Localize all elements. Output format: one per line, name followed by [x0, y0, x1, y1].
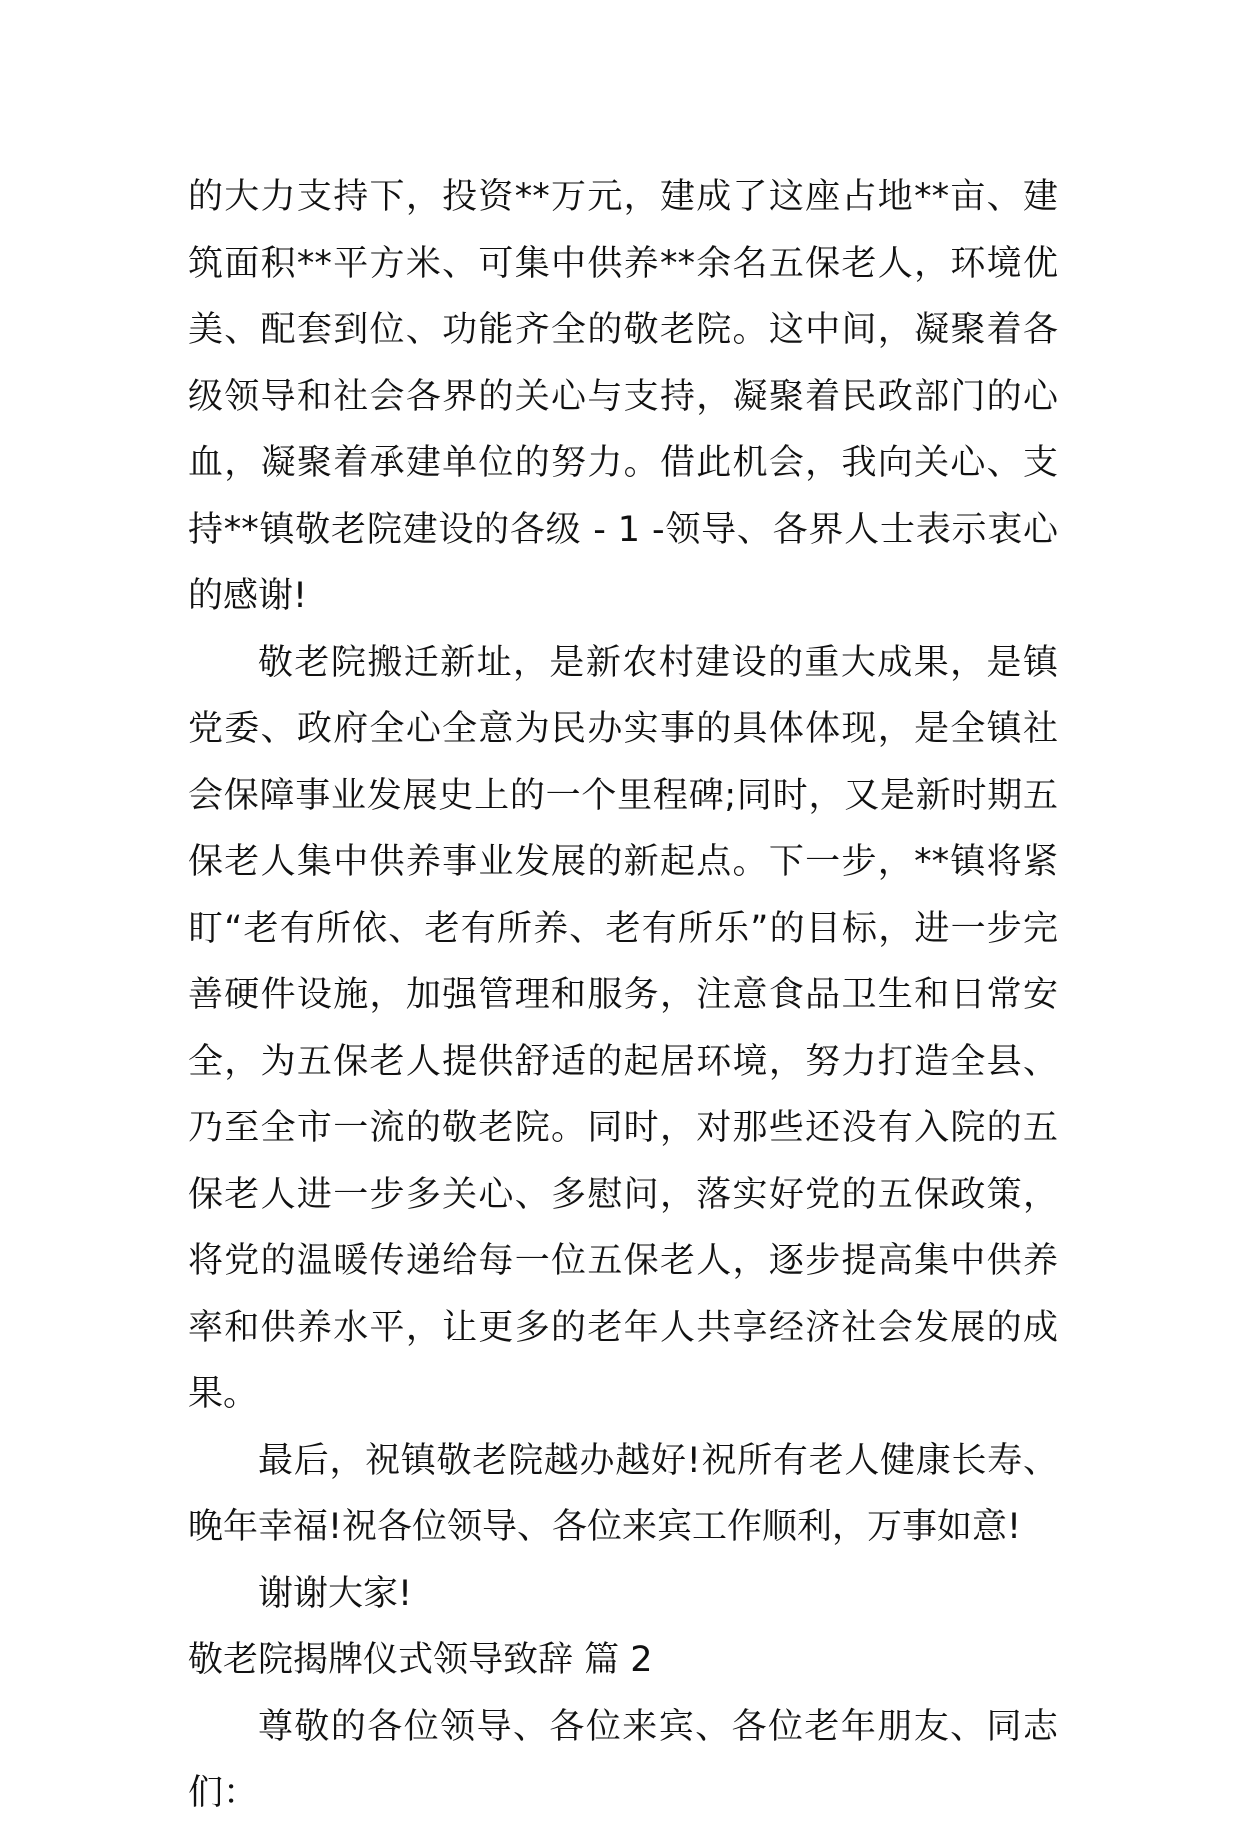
- paragraph-thanks: 谢谢大家!: [258, 1573, 413, 1614]
- section-heading: 敬老院揭牌仪式领导致辞 篇 2: [188, 1640, 653, 1680]
- paragraph-relocation: 敬老院搬迁新址，是新农村建设的重大成果，是镇党委、政府全心全意为民办实事的具体体现，是全镇社会保障事业发展史上的一个里程碑;同时，又是新时期五保老人集中供养事业发展的新起点。下一步，**镇将紧盯“老有所依、老有所养、老有所乐”的目标，进一步完善硬件设施，加强管理和服务，注意食品卫生和日常安全，为五保老人提供舒适的起居环境，努力打造全县、乃至全市一流的敬老院。同时，对那些还没有入院的五保老人进一步多关心、多慰问，落实好党的五保政策，将党的温暖传递给每一位五保老人，逐步提高集中供养率和供养水平，让更多的老年人共享经济社会发展的成果。: [188, 642, 1058, 1414]
- paragraph-wishes: 最后，祝镇敬老院越办越好!祝所有老人健康长寿、晚年幸福!祝各位领导、各位来宾工作顺利，万事如意!: [188, 1440, 1058, 1547]
- paragraph-continuation: 的大力支持下，投资**万元，建成了这座占地**亩、建筑面积**平方米、可集中供养**余名五保老人，环境优美、配套到位、功能齐全的敬老院。这中间，凝聚着各级领导和社会各界的关心与支持，凝聚着民政部门的心血，凝聚着承建单位的努力。借此机会，我向关心、支持**镇敬老院建设的各级 - 1 -领导、各界人士表示衷心的感谢!: [188, 177, 1058, 616]
- document-page: [188, 164, 1058, 1827]
- salutation: 尊敬的各位领导、各位来宾、各位老年朋友、同志们：: [188, 1706, 1058, 1813]
